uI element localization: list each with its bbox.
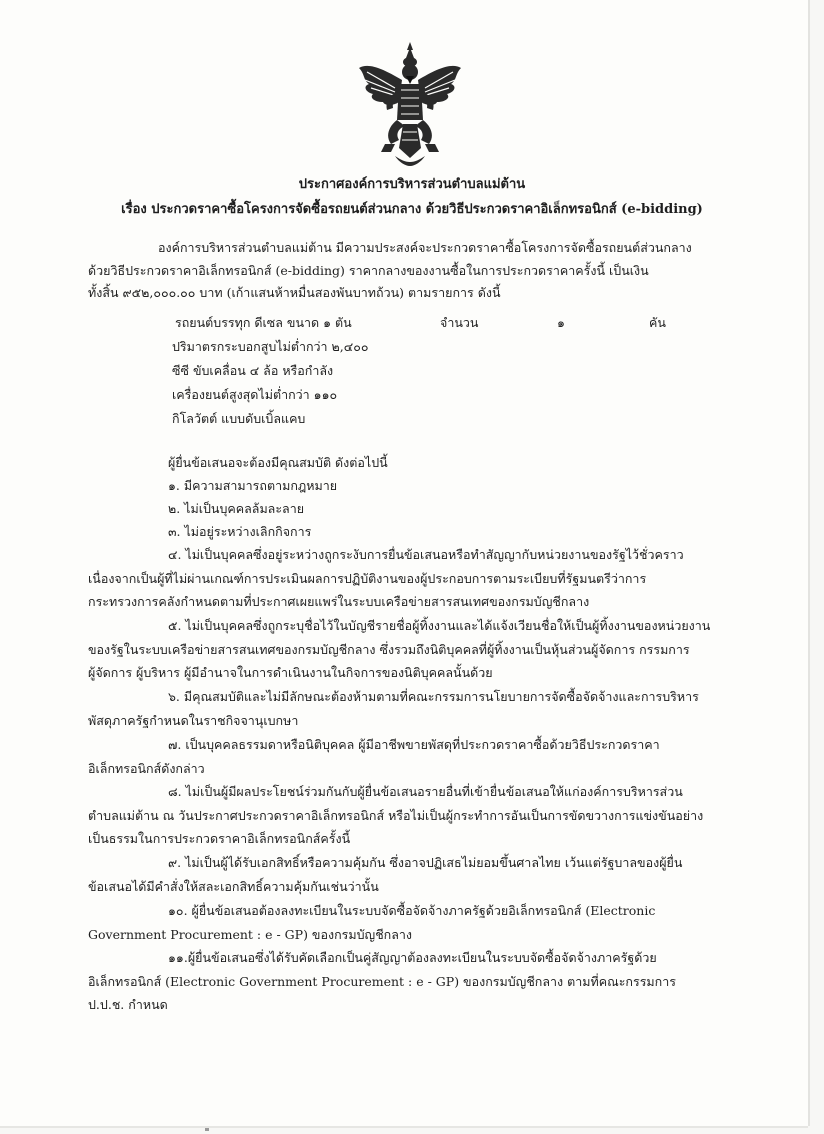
intro-line: ทั้งสิ้น ๙๕๒,๐๐๐.๐๐ บาท (เก้าแสนห้าหมื่นสองพันบาทถ้วน) ตามรายการ ดังนี้: [88, 285, 501, 300]
qualification-line: อิเล็กทรอนิกส์ (Electronic Government Procurement : e - GP) ของกรมบัญชีกลาง ตามที่คณะกรรมการ: [88, 973, 676, 989]
item-qty-label: จำนวน: [440, 315, 479, 330]
qualification-line: ๗. เป็นบุคคลธรรมดาหรือนิติบุคคล ผู้มีอาชีพขายพัสดุที่ประกวดราคาซื้อด้วยวิธีประกวดราคา: [168, 737, 660, 752]
intro-line: องค์การบริหารส่วนตำบลแม่ต้าน มีความประสงค์จะประกวดราคาซื้อโครงการจัดซื้อรถยนต์ส่วนกลาง: [158, 240, 692, 255]
qualification-line: พัสดุภาครัฐกำหนดในราชกิจจานุเบกษา: [88, 712, 299, 728]
item-spec: ปริมาตรกระบอกสูบไม่ต่ำกว่า ๒,๔๐๐: [172, 339, 369, 354]
qualification-line: ป.ป.ช. กำหนด: [88, 997, 168, 1012]
item-spec: ซีซี ขับเคลื่อน ๔ ล้อ หรือกำลัง: [172, 363, 334, 378]
document-title: ประกาศองค์การบริหารส่วนตำบลแม่ต้าน: [298, 177, 526, 192]
item-unit: คัน: [649, 315, 666, 330]
qualification-line: กระทรวงการคลังกำหนดตามที่ประกาศเผยแพร่ในระบบเครือข่ายสารสนเทศของกรมบัญชีกลาง: [88, 594, 590, 609]
item-spec: เครื่องยนต์สูงสุดไม่ต่ำกว่า ๑๑๐: [172, 387, 338, 402]
scan-mark: [205, 1128, 209, 1131]
qualification-item: ๓. ไม่อยู่ระหว่างเลิกกิจการ: [168, 524, 312, 539]
qualification-line: ข้อเสนอได้มีคำสั่งให้สละเอกสิทธิ์ความคุ้มกันเช่นว่านั้น: [88, 878, 379, 894]
qualification-item: [88, 614, 710, 685]
qualification-line: ๖. มีคุณสมบัติและไม่มีลักษณะต้องห้ามตามที่คณะกรรมการนโยบายการจัดซื้อจัดจ้างและการบริหาร: [168, 689, 699, 704]
qualification-line: ๔. ไม่เป็นบุคคลซึ่งอยู่ระหว่างถูกระงับการยื่นข้อเสนอหรือทำสัญญากับหน่วยงานของรัฐไว้ชั่วคราว: [168, 547, 684, 562]
qualification-item: ๑. มีความสามารถตามกฎหมาย: [168, 478, 338, 493]
qualifications-title: ผู้ยื่นข้อเสนอจะต้องมีคุณสมบัติ ดังต่อไปนี้: [168, 455, 388, 470]
intro-paragraph: [88, 237, 748, 305]
qualification-line: Government Procurement : e - GP) ของกรมบัญชีกลาง: [88, 926, 413, 942]
qualification-item: [88, 685, 699, 732]
qualification-line: ๘. ไม่เป็นผู้มีผลประโยชน์ร่วมกันกับผู้ยื่นข้อเสนอรายอื่นที่เข้ายื่นข้อเสนอให้แก่องค์การบริหารส่วน: [168, 784, 683, 799]
qualification-item: [88, 899, 655, 946]
qualification-line: ตำบลแม่ต้าน ณ วันประกาศประกวดราคาอิเล็กทรอนิกส์ หรือไม่เป็นผู้กระทำการอันเป็นการขัดขวางการแข่งขันอย่าง: [88, 807, 704, 823]
qualification-line: ๙. ไม่เป็นผู้ได้รับเอกสิทธิ์หรือความคุ้มกัน ซึ่งอาจปฏิเสธไม่ยอมขึ้นศาลไทย เว้นแต่รัฐบาลของผู้ยื่น: [168, 855, 683, 870]
intro-line: ด้วยวิธีประกวดราคาอิเล็กทรอนิกส์ (e-bidding) ราคากลางของงานซื้อในการประกวดราคาครั้งนี้ เป็นเงิน: [88, 262, 649, 278]
qualification-line: เนื่องจากเป็นผู้ที่ไม่ผ่านเกณฑ์การประเมินผลการปฏิบัติงานของผู้ประกอบการตามระเบียบที่รัฐมนตรีว่าการ: [88, 570, 647, 586]
qualification-line: ผู้จัดการ ผู้บริหาร ผู้มีอำนาจในการดำเนินงานในกิจการของนิติบุคคลนั้นด้วย: [88, 665, 493, 680]
document-subject: เรื่อง ประกวดราคาซื้อโครงการจัดซื้อรถยนต์ส่วนกลาง ด้วยวิธีประกวดราคาอิเล็กทรอนิกส์ (e-bidding): [121, 202, 703, 217]
garuda-emblem-icon: [355, 40, 465, 168]
item-spec: กิโลวัตต์ แบบดับเบิ้ลแคบ: [172, 411, 306, 426]
qualification-line: เป็นธรรมในการประกวดราคาอิเล็กทรอนิกส์ครั้งนี้: [88, 831, 351, 846]
qualification-line: ๕. ไม่เป็นบุคคลซึ่งถูกระบุชื่อไว้ในบัญชีรายชื่อผู้ทิ้งงานและได้แจ้งเวียนชื่อให้เป็นผู้ทิ้งงานของหน่วยงาน: [168, 618, 711, 633]
qualification-item: [88, 851, 682, 898]
qualification-item: [88, 780, 703, 851]
qualification-item: [88, 733, 660, 780]
qualification-line: ของรัฐในระบบเครือข่ายสารสนเทศของกรมบัญชีกลาง ซึ่งรวมถึงนิติบุคคลที่ผู้ทิ้งงานเป็นหุ้นส่วนผู้จัดการ กรรมการ: [88, 641, 690, 657]
qualification-item: [88, 543, 684, 614]
qualification-item: ๒. ไม่เป็นบุคคลล้มละลาย: [168, 501, 305, 516]
item-name: รถยนต์บรรทุก ดีเซล ขนาด ๑ ตัน: [175, 315, 352, 330]
qualification-item: [88, 946, 676, 1017]
qualification-line: ๑๐. ผู้ยื่นข้อเสนอต้องลงทะเบียนในระบบจัดซื้อจัดจ้างภาครัฐด้วยอิเล็กทรอนิกส์ (Electronic: [168, 903, 656, 918]
qualification-line: อิเล็กทรอนิกส์ดังกล่าว: [88, 760, 205, 776]
item-qty: ๑: [557, 315, 565, 330]
qualification-line: ๑๑.ผู้ยื่นข้อเสนอซึ่งได้รับคัดเลือกเป็นคู่สัญญาต้องลงทะเบียนในระบบจัดซื้อจัดจ้างภาครัฐด้วย: [168, 950, 657, 965]
